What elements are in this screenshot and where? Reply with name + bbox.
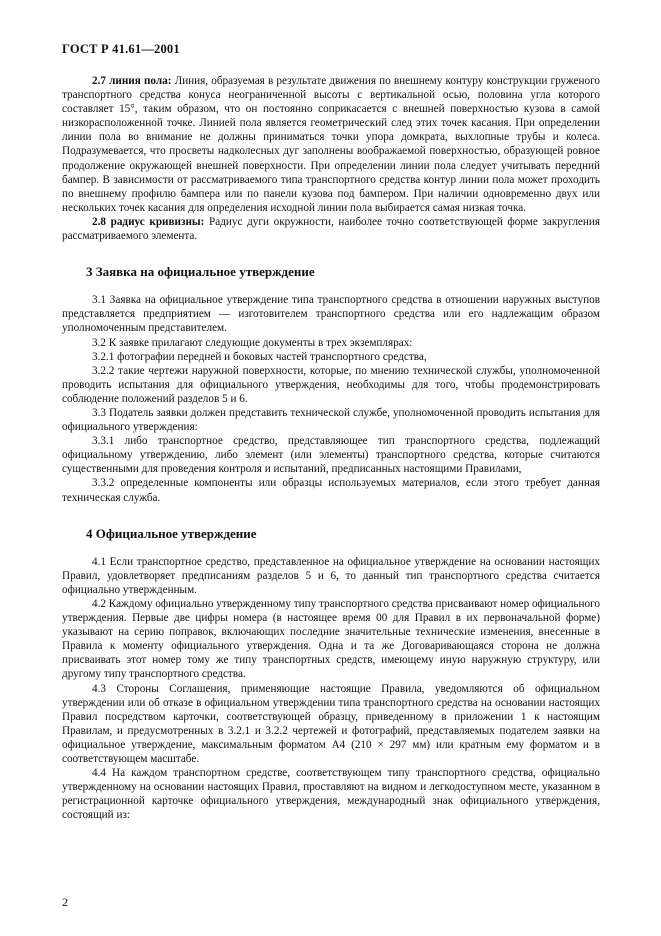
paragraph-3-2: 3.2 К заявке прилагают следующие документы в трех экземплярах: (92, 336, 413, 349)
paragraph-4-3: 4.3 Стороны Соглашения, применяющие настоящие Правила, уведомляются об официальном утверждении или об отказе в официальном утверждении типа транспортного средства на основании настоящих Правил посредством карточки, соответствующей образцу, приведенному в приложении 1 к настоящим Правилам, и предусмотренных в 3.2.1 и 3.2.2 чертежей и фотографий, представляемых подателем заявки на официальное утверждение, максимальным форматом А4 (210 × 297 мм) или кратным ему форматом и в соответствующем масштабе. (62, 682, 600, 766)
paragraph-2-8 (62, 215, 600, 243)
paragraph-3-3-2: 3.3.2 определенные компоненты или образцы используемых материалов, если этого требует данная техническая служба. (62, 477, 600, 504)
paragraph-4-1: 4.1 Если транспортное средство, представленное на официальное утверждение на основании настоящих Правил, удовлетворяет предписаниям разделов 5 и 6, то данный тип транспортного средства считается официально утвержденным. (62, 555, 600, 596)
section-title-3: 3 Заявка на официальное утверждение (86, 264, 315, 280)
document-header: ГОСТ Р 41.61—2001 (62, 42, 180, 56)
section-title-4: 4 Официальное утверждение (86, 525, 257, 541)
paragraph-text: Радиус дуги окружности, наиболее точно соответствующей форме закругления рассматриваемого элемента. (62, 215, 601, 243)
paragraph-2-7 (62, 74, 600, 215)
paragraph-3-3-1: 3.3.1 либо транспортное средство, представляющее тип транспортного средства, подлежащий официальному утверждению, либо элемент (или элементы) транспортного средства, которые считаются существенными для проведения контроля и испытаний, предписанных настоящими Правилами, (62, 435, 600, 476)
paragraph-3-3: 3.3 Податель заявки должен представить технической службе, уполномоченной проводить испытания для официального утверждения: (62, 406, 600, 434)
paragraph-3-2-2: 3.2.2 такие чертежи наружной поверхности, которые, по мнению технической службы, уполномоченной проводить испытания для официального утверждения, необходимы для того, чтобы продемонстрировать соблюдение положений разделов 5 и 6. (62, 364, 600, 405)
paragraph-text: Линия, образуемая в результате движения по внешнему контуру конструкции груженого транспортного средства конуса неограниченной высоты с вертикальной осью, половина угла которого составляет 15°, таким образом, что он постоянно соприкасается с внешней поверхностью кузова в самой низкорасположенной точке. Линией пола является геометрический след этих точек касания. При определении линии пола во внимание не должны приниматься точки упора домкрата, выхлопные трубы и колеса. Подразумевается, что просветы надколесных дуг заполнены воображаемой поверхностью, образующей ровное продолжение окружающей внешней поверхности. При определении линии пола следует учитывать передний бампер. В зависимости от рассматриваемого типа транспортного средства контур линии пола может проходить по внешнему профилю бампера или по панели кузова под бампером. При наличии одновременно двух или нескольких точек касания для определения исходной линии пола выбирается самая низкая точка. (62, 75, 601, 214)
paragraph-3-1: 3.1 Заявка на официальное утверждение типа транспортного средства в отношении наружных выступов представляется предприятием — изготовителем транспортного средства или его надлежащим образом уполномоченным представителем. (62, 294, 600, 335)
paragraph-4-2: 4.2 Каждому официально утвержденному типу транспортного средства присваивают номер официального утверждения. Первые две цифры номера (в настоящее время 00 для Правил в их первоначальной форме) указывают на серию поправок, включающих последние значительные технические изменения, внесенные в Правила к моменту официального утверждения. Одна и та же Договаривающаяся сторона не должна присваивать этот номер тому же типу транспортных средств, имеющему иную наружную структуру, или другому типу транспортного средства. (62, 598, 601, 681)
term-label: 2.7 линия пола: (92, 75, 172, 87)
paragraph-3-2-1: 3.2.1 фотографии передней и боковых частей транспортного средства, (92, 350, 427, 363)
document-body (62, 74, 600, 823)
paragraph-4-4: 4.4 На каждом транспортном средстве, соответствующем типу транспортного средства, официально утвержденному на основании настоящих Правил, проставляют на видном и легкодоступном месте, указанном в регистрационной карточке официального утверждения, международный знак официального утверждения, состоящий из: (62, 767, 600, 822)
page-number: 2 (62, 895, 68, 909)
term-label: 2.8 радиус кривизны: (92, 215, 205, 228)
